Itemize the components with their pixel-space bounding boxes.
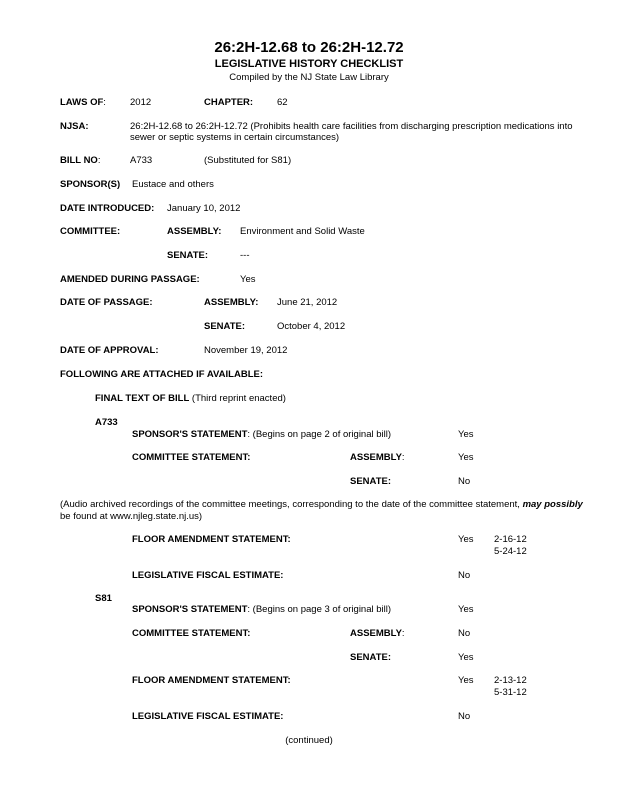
final-text: FINAL TEXT OF BILL (Third reprint enacted)	[95, 393, 286, 404]
s81-senate-label: SENATE:	[350, 652, 391, 663]
a733-committee-label: COMMITTEE STATEMENT:	[132, 452, 251, 463]
s81-fiscal-label: LEGISLATIVE FISCAL ESTIMATE:	[132, 711, 284, 722]
compiled-by: Compiled by the NJ State Law Library	[229, 72, 389, 83]
passage-label: DATE OF PASSAGE:	[60, 297, 153, 308]
a733-assembly-label: ASSEMBLY:	[350, 452, 405, 463]
a733-fiscal-value: No	[458, 570, 471, 581]
committee-senate-label: SENATE:	[167, 250, 208, 261]
s81-floor-date-2: 5-31-12	[494, 687, 527, 698]
a733-senate-label: SENATE:	[350, 476, 391, 487]
date-introduced-label: DATE INTRODUCED:	[60, 203, 155, 214]
s81-sponsor-statement: SPONSOR'S STATEMENT: (Begins on page 3 of original bill)	[132, 604, 392, 615]
approval-value: November 19, 2012	[204, 345, 288, 356]
page-title: 26:2H-12.68 to 26:2H-12.72	[214, 39, 404, 56]
s81-fiscal-value: No	[458, 711, 471, 722]
s81-floor-value: Yes	[458, 675, 474, 686]
a733-floor-label: FLOOR AMENDMENT STATEMENT:	[132, 534, 291, 545]
chapter-label: CHAPTER:	[204, 97, 254, 108]
audio-note-line-2: be found at www.njleg.state.nj.us)	[60, 511, 203, 522]
date-introduced-value: January 10, 2012	[167, 203, 241, 214]
audio-note-line-1: (Audio archived recordings of the committee meetings, corresponding to the date of the committee statement, may possibly	[60, 499, 583, 510]
committee-senate-value: ---	[240, 250, 250, 261]
amended-label: AMENDED DURING PASSAGE:	[60, 274, 200, 285]
continued-note: (continued)	[285, 735, 333, 746]
passage-assembly-value: June 21, 2012	[277, 297, 338, 308]
s81-senate-value: Yes	[458, 652, 474, 663]
chapter-value: 62	[277, 97, 288, 108]
a733-label: A733	[95, 417, 118, 428]
njsa-label: NJSA:	[60, 121, 89, 132]
a733-sponsor-value: Yes	[458, 429, 474, 440]
amended-value: Yes	[240, 274, 256, 285]
laws-of-year: 2012	[130, 97, 152, 108]
njsa-line-1: 26:2H-12.68 to 26:2H-12.72 (Prohibits health care facilities from discharging prescription medications into	[130, 121, 573, 132]
bill-no-value: A733	[130, 155, 153, 166]
committee-assembly-value: Environment and Solid Waste	[240, 226, 365, 237]
bill-no-label: BILL NO:	[60, 155, 101, 166]
sponsors-label: SPONSOR(S)	[60, 179, 121, 190]
s81-sponsor-value: Yes	[458, 604, 474, 615]
a733-fiscal-label: LEGISLATIVE FISCAL ESTIMATE:	[132, 570, 284, 581]
page-subtitle: LEGISLATIVE HISTORY CHECKLIST	[214, 58, 404, 70]
approval-label: DATE OF APPROVAL:	[60, 345, 159, 356]
bill-no-note: (Substituted for S81)	[204, 155, 292, 166]
s81-floor-label: FLOOR AMENDMENT STATEMENT:	[132, 675, 291, 686]
attached-heading: FOLLOWING ARE ATTACHED IF AVAILABLE:	[60, 369, 263, 380]
s81-committee-label: COMMITTEE STATEMENT:	[132, 628, 251, 639]
a733-sponsor-statement: SPONSOR'S STATEMENT: (Begins on page 2 of original bill)	[132, 429, 392, 440]
a733-floor-date-2: 5-24-12	[494, 546, 527, 557]
a733-senate-value: No	[458, 476, 471, 487]
a733-assembly-value: Yes	[458, 452, 474, 463]
a733-floor-value: Yes	[458, 534, 474, 545]
a733-floor-date-1: 2-16-12	[494, 534, 527, 545]
committee-label: COMMITTEE:	[60, 226, 121, 237]
passage-assembly-label: ASSEMBLY:	[204, 297, 259, 308]
sponsors-value: Eustace and others	[132, 179, 214, 190]
laws-of-label: LAWS OF:	[60, 97, 106, 108]
njsa-line-2: sewer or septic systems in certain circumstances)	[130, 132, 340, 143]
s81-assembly-value: No	[458, 628, 471, 639]
s81-floor-date-1: 2-13-12	[494, 675, 527, 686]
passage-senate-value: October 4, 2012	[277, 321, 346, 332]
s81-assembly-label: ASSEMBLY:	[350, 628, 405, 639]
committee-assembly-label: ASSEMBLY:	[167, 226, 222, 237]
s81-label: S81	[95, 593, 112, 604]
passage-senate-label: SENATE:	[204, 321, 245, 332]
